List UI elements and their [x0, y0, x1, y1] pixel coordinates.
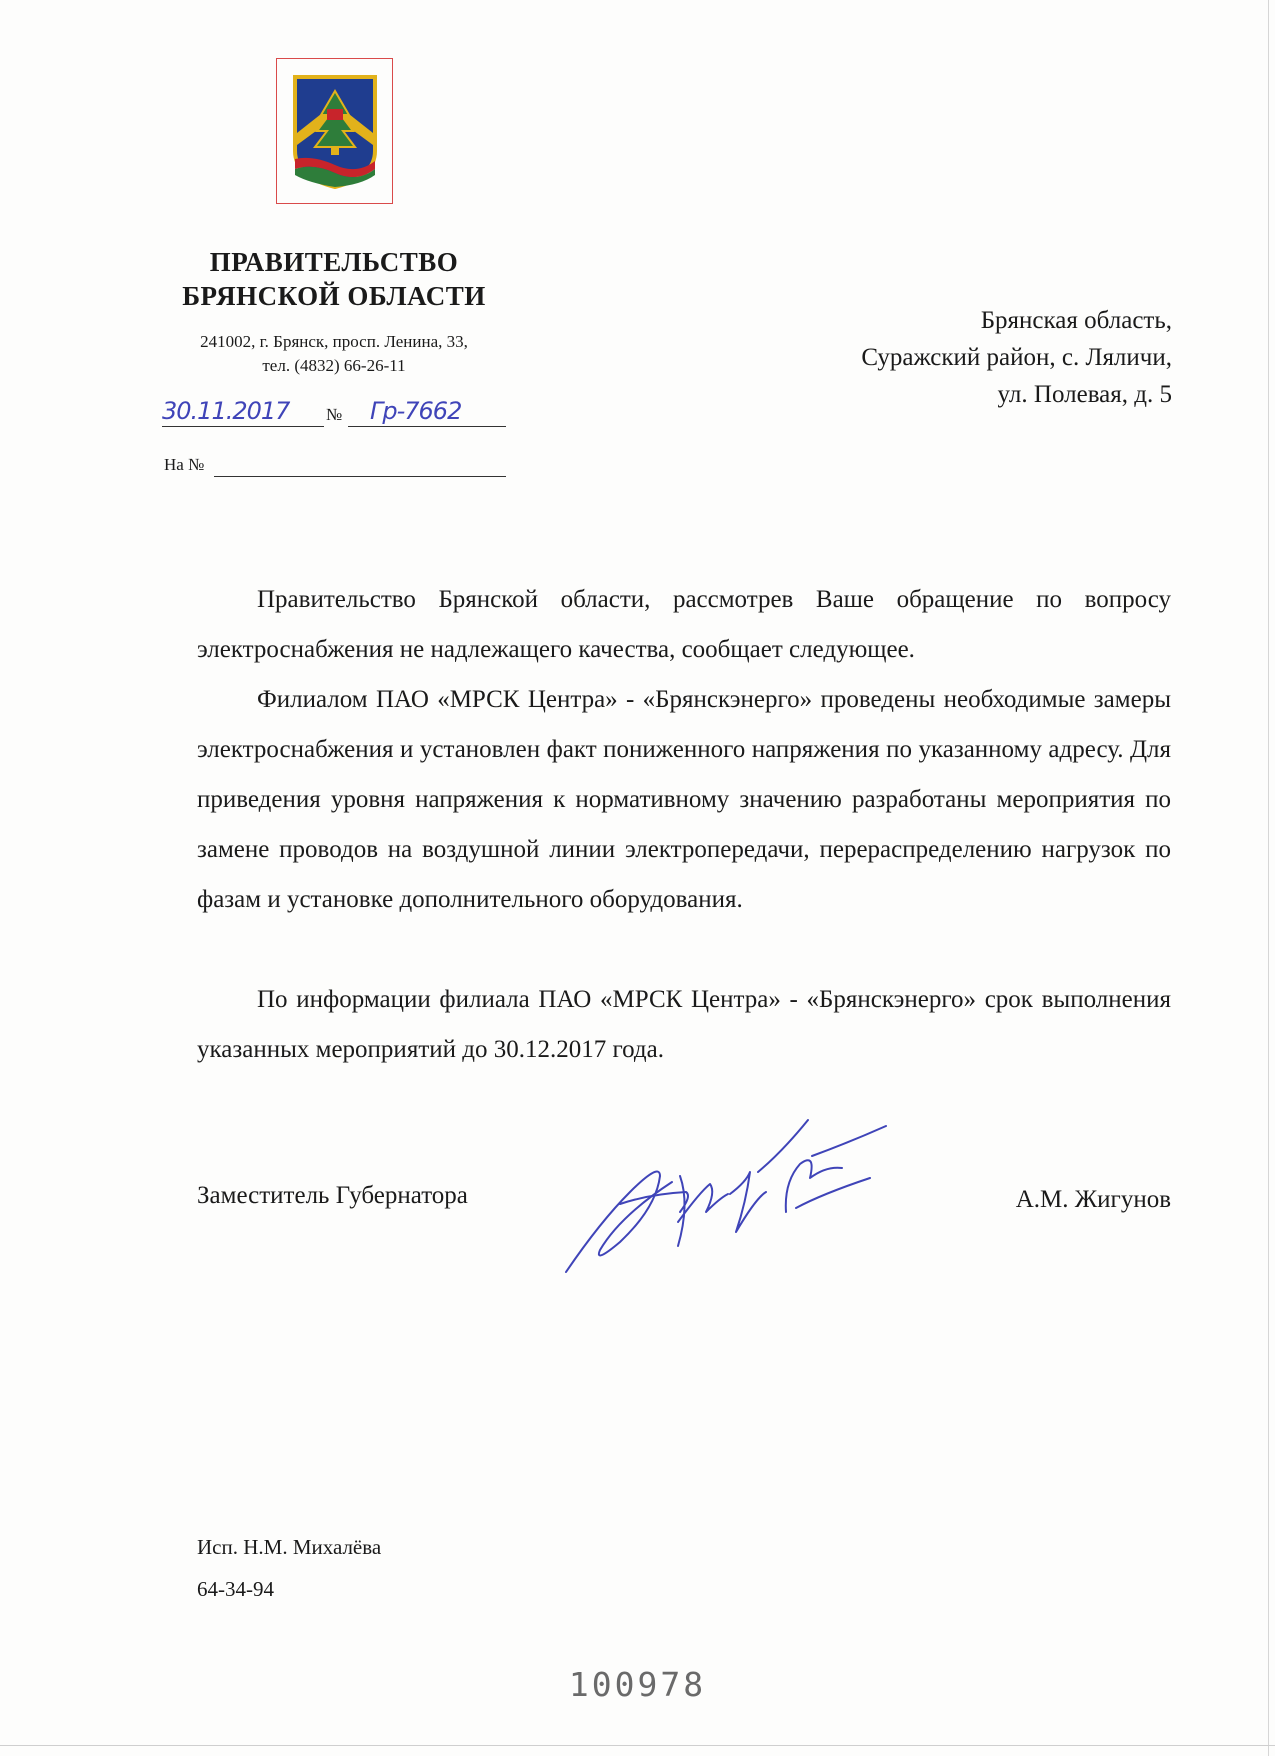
number-label: № [326, 405, 343, 424]
signatory-position: Заместитель Губернатора [197, 1182, 468, 1209]
executor-phone: 64-34-94 [197, 1577, 274, 1601]
outgoing-date: 30.11.2017 [162, 397, 290, 425]
reply-to-label: На № [164, 455, 205, 474]
scan-edge-right [1268, 0, 1269, 1756]
recipient-address [861, 302, 1172, 413]
handwritten-signature [560, 1112, 890, 1282]
body-paragraph-2 [197, 675, 1171, 925]
recipient-line2: Суражский район, с. Ляличи, [861, 344, 1172, 371]
org-phone: тел. (4832) 66-26-11 [262, 356, 406, 375]
coat-of-arms-icon [291, 73, 379, 191]
body-paragraph-1 [197, 575, 1171, 675]
scan-edge-bottom [0, 1745, 1275, 1746]
recipient-line3: ул. Полевая, д. 5 [997, 381, 1172, 408]
paragraph-text: Филиалом ПАО «МРСК Центра» - «Брянскэнерго» проведены необходимые замеры электроснабжения и установлен факт пониженного напряжения по указанному адресу. Для приведения уровня напряжения к нормативному значению разработаны мероприятия по замене проводов на воздушной линии электропередачи, перераспределению нагрузок по фазам и установке дополнительного оборудования. [197, 686, 1171, 913]
body-paragraph-3 [197, 975, 1171, 1075]
org-name-line1: ПРАВИТЕЛЬСТВО [209, 247, 459, 277]
recipient-line1: Брянская область, [980, 307, 1172, 334]
org-name-line2: БРЯНСКОЙ ОБЛАСТИ [182, 281, 486, 311]
org-address: 241002, г. Брянск, просп. Ленина, 33, [200, 332, 468, 351]
coat-of-arms-frame [276, 58, 393, 204]
outgoing-number: Гр-7662 [370, 397, 462, 425]
paragraph-text: Правительство Брянской области, рассмотрев Ваше обращение по вопросу электроснабжения не надлежащего качества, сообщает следующее. [197, 586, 1171, 663]
executor-name: Исп. Н.М. Михалёва [197, 1535, 382, 1559]
signatory-name: А.М. Жигунов [1015, 1186, 1171, 1213]
registration-stamp-number: 100978 [568, 1665, 707, 1704]
reply-to-underline [214, 454, 506, 477]
paragraph-text: По информации филиала ПАО «МРСК Центра» - «Брянскэнерго» срок выполнения указанных мероприятий до 30.12.2017 года. [197, 986, 1171, 1063]
